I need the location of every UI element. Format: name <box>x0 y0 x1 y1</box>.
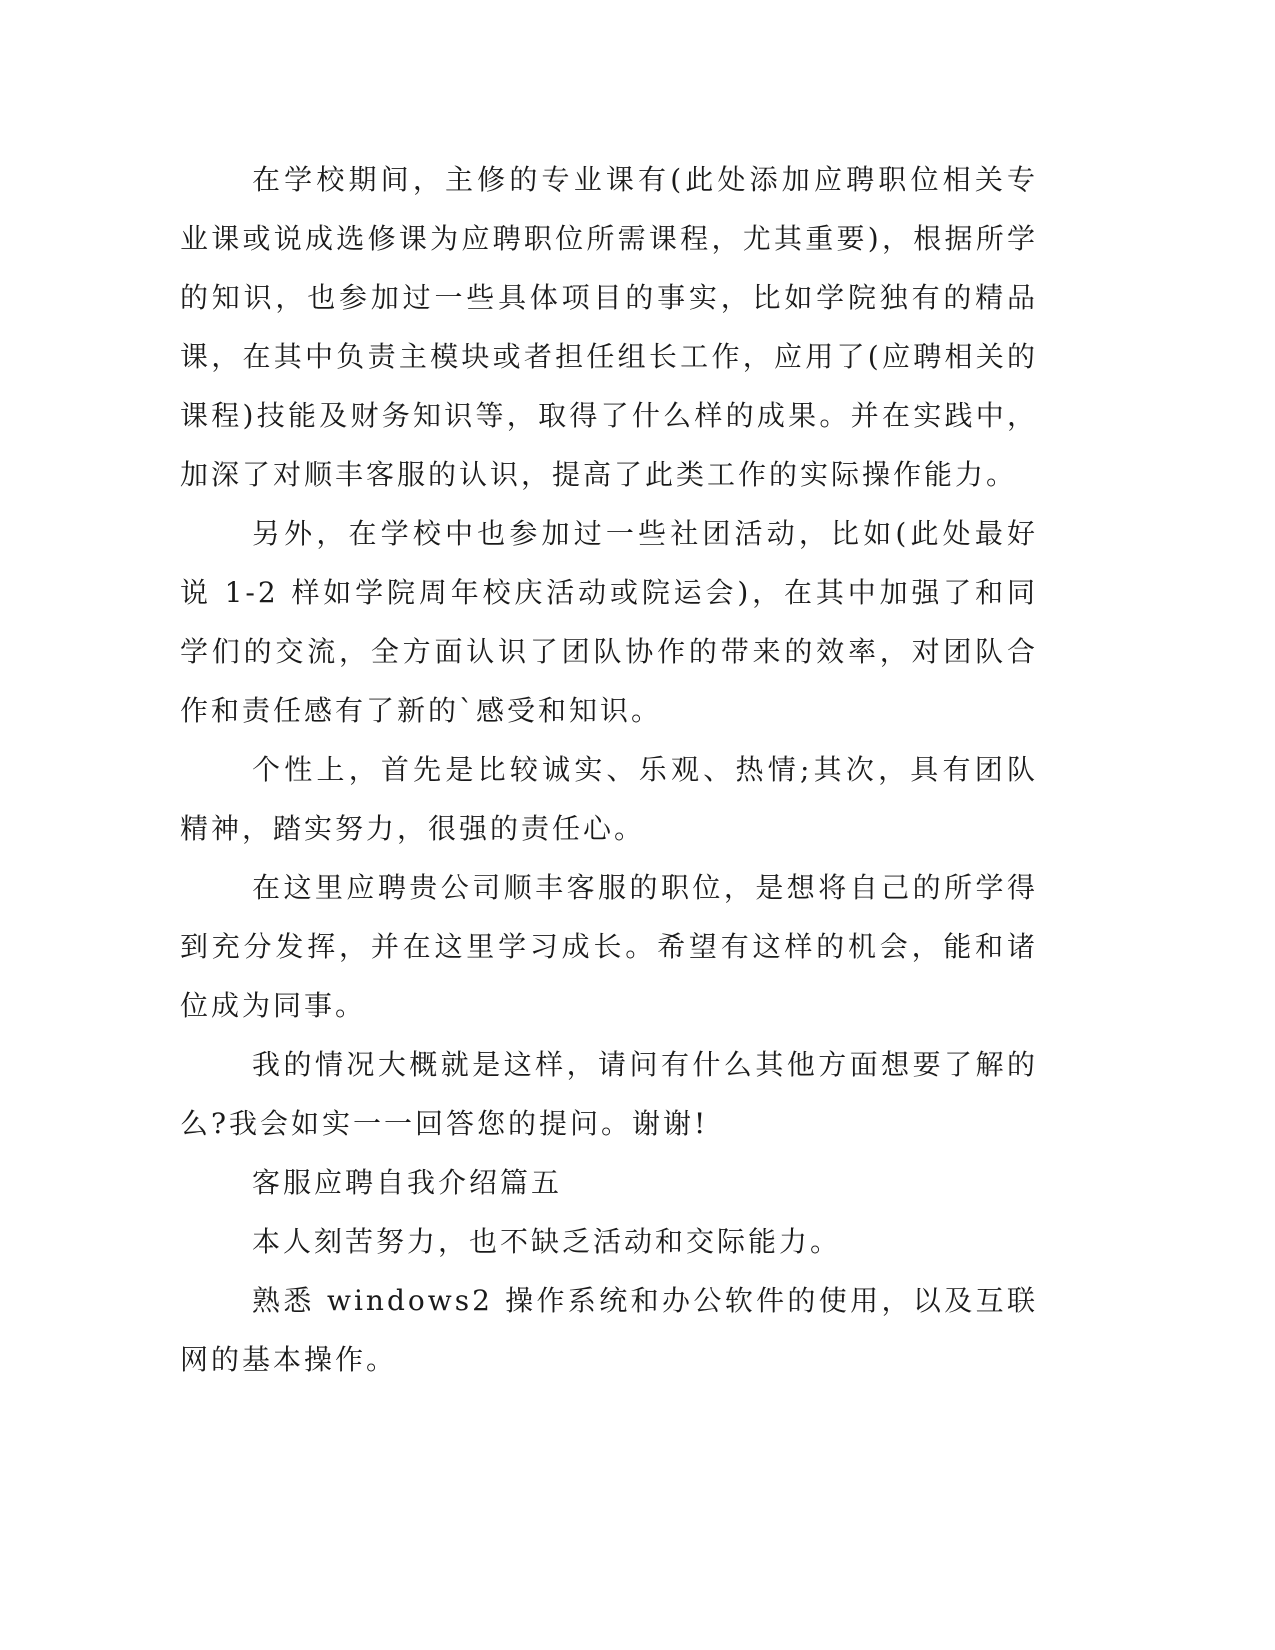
paragraph-software-skills: 熟悉 windows2 操作系统和办公软件的使用，以及互联网的基本操作。 <box>180 1284 1038 1376</box>
paragraph-club-activities: 另外，在学校中也参加过一些社团活动，比如(此处最好说 1-2 样如学院周年校庆活动或院运会)，在其中加强了和同学们的交流，全方面认识了团队协作的带来的效率，对团队合作和责任感有了新的`感受和知识。 <box>180 517 1038 727</box>
paragraph-closing: 我的情况大概就是这样，请问有什么其他方面想要了解的么?我会如实一一回答您的提问。谢谢! <box>180 1048 1038 1140</box>
paragraph-diligence: 本人刻苦努力，也不缺乏活动和交际能力。 <box>252 1225 842 1258</box>
section-heading: 客服应聘自我介绍篇五 <box>252 1166 563 1199</box>
paragraph-personality: 个性上，首先是比较诚实、乐观、热情;其次，具有团队精神，踏实努力，很强的责任心。 <box>180 753 1038 845</box>
paragraph-course-experience: 在学校期间，主修的专业课有(此处添加应聘职位相关专业课或说成选修课为应聘职位所需课程，尤其重要)，根据所学的知识，也参加过一些具体项目的事实，比如学院独有的精品课，在其中负责主模块或者担任组长工作，应用了(应聘相关的课程)技能及财务知识等，取得了什么样的成果。并在实践中，加深了对顺丰客服的认识，提高了此类工作的实际操作能力。 <box>180 163 1038 491</box>
paragraph-application-goal: 在这里应聘贵公司顺丰客服的职位，是想将自己的所学得到充分发挥，并在这里学习成长。希望有这样的机会，能和诸位成为同事。 <box>180 871 1038 1022</box>
document-body <box>180 150 1038 1389</box>
